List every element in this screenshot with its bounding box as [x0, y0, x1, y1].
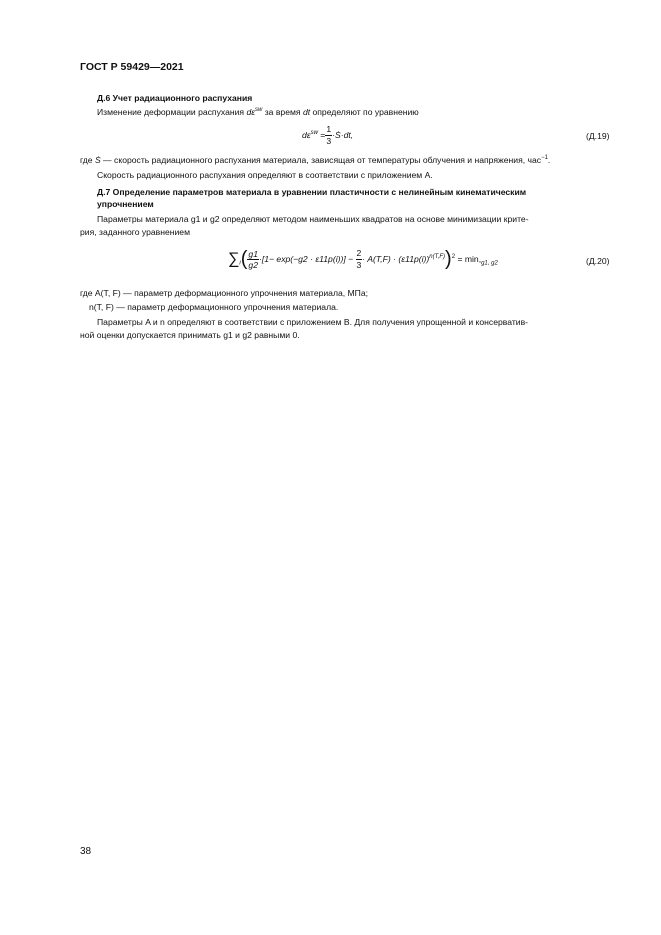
where-clause-a: где A(T, F) — параметр деформационного упрочнения материала, МПа;	[80, 288, 369, 298]
paragraph: Параметры A и n определяют в соответствии с приложением В. Для получения упрощенной и консерватив-	[97, 317, 529, 327]
numerator: g1	[248, 249, 258, 259]
eq-min: = min,	[457, 253, 482, 264]
equation-d19	[302, 124, 353, 147]
eq-sup: n(T,F)	[429, 253, 446, 260]
eq-rhs: ·Ṡ·dt,	[332, 129, 354, 140]
document-header: ГОСТ Р 59429—2021	[80, 61, 184, 73]
section-d7-heading-cont: упрочнением	[97, 199, 154, 209]
equation-number-d19: (Д.19)	[586, 131, 610, 141]
sum-index: i	[239, 260, 241, 267]
text: за время	[262, 107, 303, 117]
text: определяют по уравнению	[310, 107, 419, 117]
section-d6-intro	[97, 107, 419, 117]
symbol: dε	[246, 107, 256, 117]
sup: −1	[541, 155, 548, 162]
symbol-sup: sw	[255, 107, 263, 114]
text: .	[547, 155, 551, 165]
sum-symbol: ∑	[228, 250, 240, 268]
symbol: dt	[302, 107, 311, 117]
symbol: Ṡ	[94, 155, 101, 165]
eq-sign: =	[320, 129, 326, 140]
min-sub: g1, g2	[481, 260, 498, 267]
eq-tail: · A(T,F) · (ε11p(i))	[362, 253, 430, 264]
paragraph: Параметры материала g1 и g2 определяют методом наименьших квадратов на основе минимизации крите-	[97, 214, 529, 224]
eq-sup: sw	[310, 129, 318, 136]
fraction	[247, 249, 259, 270]
denominator: g2	[248, 260, 258, 270]
where-clause-n: n(T, F) — параметр деформационного упрочнения материала.	[89, 302, 339, 312]
paren: )	[445, 248, 452, 270]
denominator: 3	[326, 136, 332, 146]
page-number: 38	[80, 846, 92, 857]
equation-d20	[228, 248, 498, 271]
square: 2	[451, 253, 456, 260]
equation-number-d20: (Д.20)	[586, 256, 610, 266]
where-clause-s	[80, 155, 550, 165]
paragraph-cont: рия, заданного уравнением	[80, 227, 190, 237]
text: Изменение деформации распухания	[97, 107, 247, 117]
section-d7-heading: Д.7 Определение параметров материала в уравнении пластичности с нелинейным кинематическим	[97, 187, 527, 197]
paragraph-cont: ной оценки допускается принимать g1 и g2 равными 0.	[80, 330, 300, 340]
denominator: 3	[356, 260, 362, 270]
eq-lhs: dε	[302, 129, 311, 140]
numerator: 2	[356, 248, 362, 258]
text: — скорость радиационного распухания материала, зависящая от температуры облучения и напряжения, час	[100, 155, 542, 165]
paren: (	[240, 248, 248, 270]
section-d6-heading: Д.6 Учет радиационного распухания	[97, 93, 253, 103]
paragraph: Скорость радиационного распухания определяют в соответствии с приложением А.	[97, 170, 433, 180]
text: где	[80, 155, 93, 165]
eq-middle: ·[1− exp(−g2 · ε11p(i))] −	[258, 253, 356, 264]
numerator: 1	[326, 124, 332, 134]
